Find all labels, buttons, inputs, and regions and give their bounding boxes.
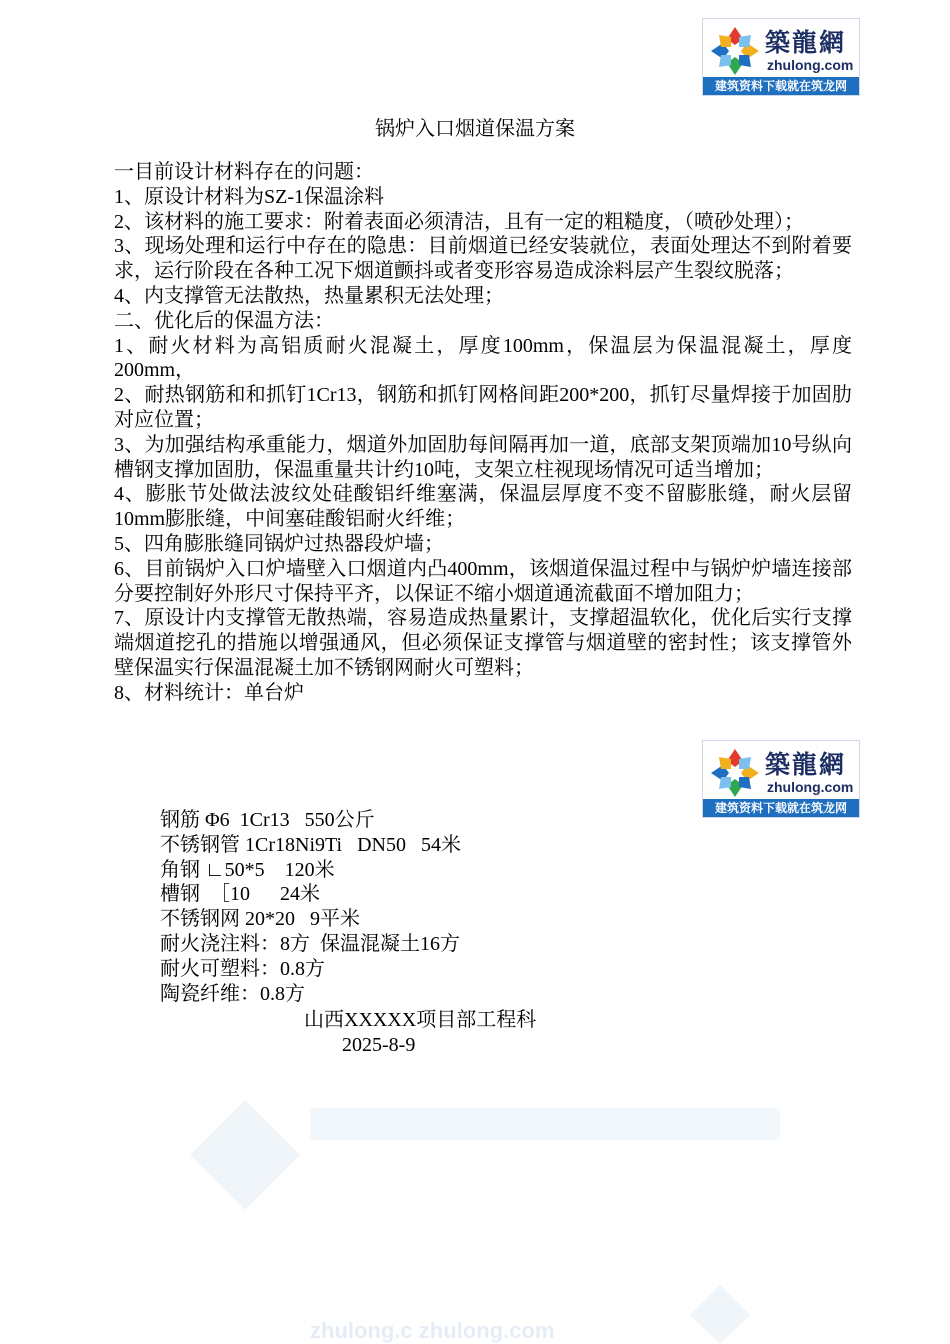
material-item: 角钢 ∟50*5 120米	[160, 858, 335, 881]
document-body	[114, 160, 852, 706]
zhulong-flower-icon	[709, 747, 761, 799]
document-date: 2025-8-9	[342, 1034, 416, 1056]
zhulong-logo-top	[702, 18, 860, 96]
paragraph: 5、四角膨胀缝同锅炉过热器段炉墙；	[114, 532, 444, 555]
logo-brand: 築龍網	[765, 750, 847, 779]
logo-site: zhulong.com	[767, 57, 854, 73]
material-item: 耐火可塑料：0.8方	[160, 957, 325, 980]
document-title: 锅炉入口烟道保温方案	[375, 118, 575, 140]
section-heading: 一目前设计材料存在的问题：	[114, 161, 374, 183]
logo-brand: 築龍網	[765, 28, 847, 57]
paragraph: 7、原设计内支撑管无散热端，容易造成热量累计，支撑超温软化，优化后实行支撑端烟道挖孔的措施以增强通风，但必须保证支撑管与烟道壁的密封性；该支撑管外壁保温实行保温混凝土加不锈钢网耐火可塑料；	[114, 607, 852, 679]
paragraph: 2、该材料的施工要求：附着表面必须清洁，且有一定的粗糙度，（喷砂处理）；	[114, 210, 804, 233]
material-item: 耐火浇注料：8方 保温混凝土16方	[160, 932, 460, 955]
signature: 山西XXXXX项目部工程科	[304, 1009, 537, 1031]
material-item: 陶瓷纤维：0.8方	[160, 982, 305, 1005]
paragraph: 6、目前锅炉入口炉墙壁入口烟道内凸400mm，该烟道保温过程中与锅炉炉墙连接部分要控制好外形尺寸保持平齐，以保证不缩小烟道通流截面不增加阻力；	[114, 557, 852, 605]
paragraph: 4、内支撑管无法散热，热量累积无法处理；	[114, 284, 504, 307]
logo-slogan: 建筑资料下载就在筑龙网	[703, 77, 859, 95]
materials-list	[160, 808, 461, 1006]
paragraph: 3、现场处理和运行中存在的隐患：目前烟道已经安装就位，表面处理达不到附着要求，运行阶段在各种工况下烟道颤抖或者变形容易造成涂料层产生裂纹脱落；	[114, 235, 852, 283]
material-item: 不锈钢网 20*20 9平米	[160, 908, 360, 931]
paragraph: 8、材料统计：单台炉	[114, 681, 304, 704]
material-item: 槽钢 ［10 24米	[160, 883, 320, 906]
material-item: 不锈钢管 1Cr18Ni9Ti DN50 54米	[160, 833, 461, 856]
section-heading: 二、优化后的保温方法：	[114, 309, 334, 332]
paragraph: 1、耐火材料为高铝质耐火混凝土，厚度100mm，保温层为保温混凝土，厚度200mm，	[114, 334, 852, 382]
watermark-text: zhulong.c zhulong.com	[310, 1318, 555, 1343]
logo-slogan: 建筑资料下载就在筑龙网	[703, 799, 859, 817]
zhulong-flower-icon	[709, 25, 761, 77]
logo-site: zhulong.com	[767, 779, 854, 795]
paragraph: 4、膨胀节处做法波纹处硅酸铝纤维塞满，保温层厚度不变不留膨胀缝，耐火层留10mm膨胀缝，中间塞硅酸铝耐火纤维；	[114, 483, 852, 531]
paragraph: 1、原设计材料为SZ-1保温涂料	[114, 185, 384, 208]
material-item: 钢筋 Φ6 1Cr13 550公斤	[160, 809, 375, 831]
zhulong-logo-overlay	[702, 740, 860, 818]
paragraph: 2、耐热钢筋和和抓钉1Cr13，钢筋和抓钉网格间距200*200，抓钉尽量焊接于加固肋对应位置；	[114, 384, 852, 431]
paragraph: 3、为加强结构承重能力，烟道外加固肋每间隔再加一道，底部支架顶端加10号纵向槽钢支撑加固肋，保温重量共计约10吨，支架立柱视现场情况可适当增加；	[114, 433, 852, 481]
